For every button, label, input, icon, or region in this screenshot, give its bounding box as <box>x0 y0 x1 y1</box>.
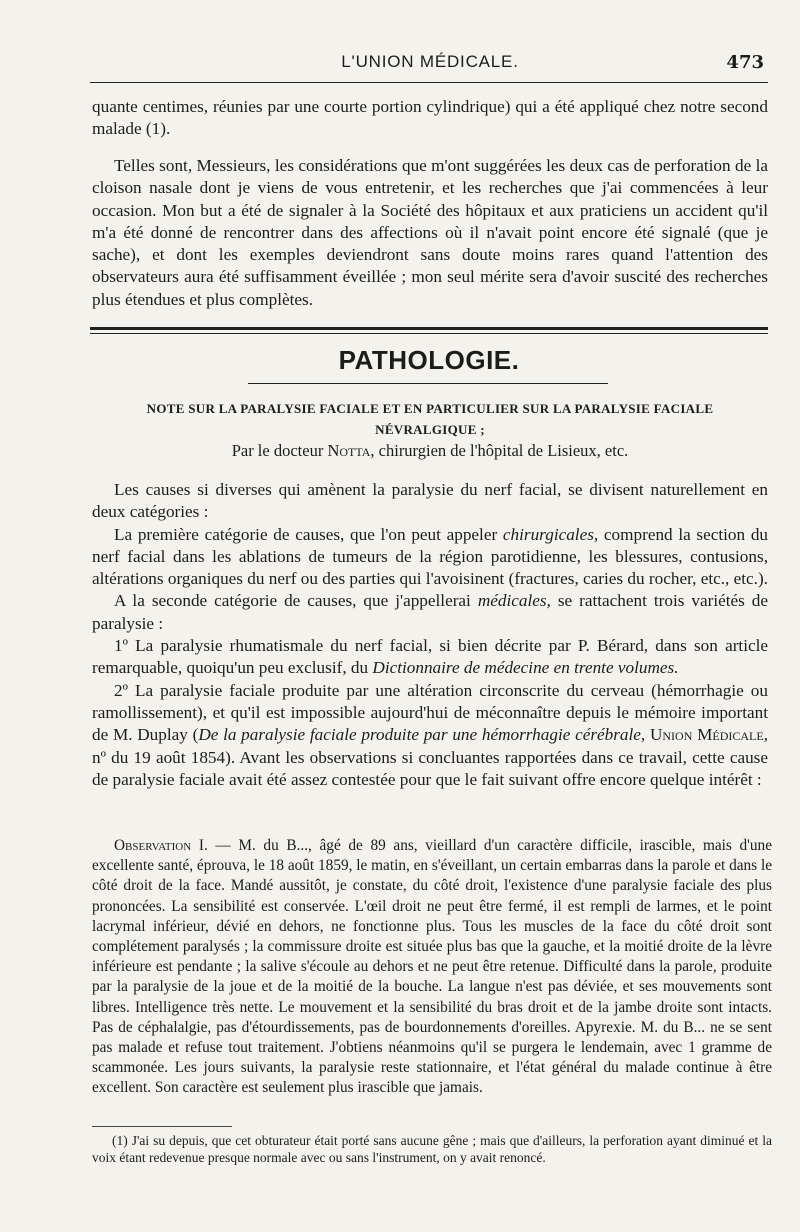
paragraph-rheumatic-emphasis: Dictionnaire de médecine en trente volumes. <box>372 658 679 678</box>
paragraph-rheumatic <box>92 635 768 680</box>
observation-label: Observation I. <box>114 837 208 854</box>
paragraph-rheumatic-a: 1º La paralysie rhumatismale du nerf facial, si bien décrite par P. Bérard, dans son article remarquable, quoiqu'un peu exclusif, du <box>92 636 768 678</box>
byline-suffix: , chirurgien de l'hôpital de Lisieux, etc. <box>370 441 629 460</box>
section-title: PATHOLOGIE. <box>338 345 520 375</box>
section-rule-thick <box>90 327 768 330</box>
byline-prefix: Par le docteur <box>231 441 324 460</box>
paragraph-surgical-a: La première catégorie de causes, que l'on peut appeler <box>114 524 498 544</box>
observation-paragraph <box>92 836 772 1099</box>
observation-block <box>92 836 772 1099</box>
article-body <box>92 479 768 791</box>
paragraph-cerebral-a: 2º La paralysie faciale produite par une altération circonscrite du cerveau (hémorrhagie ou ramollissement), et qu'il est impossible aujourd'hui de méconnaître depuis le mémoire important de M. Duplay ( <box>92 680 768 745</box>
paragraph-cerebral-emphasis: De la paralysie faciale produite par une hémorrhagie cérébrale, <box>198 725 646 745</box>
header-rule <box>90 82 768 83</box>
section-rule-thin <box>90 333 768 334</box>
footnote-rule <box>92 1126 232 1127</box>
page-number: 473 <box>726 52 764 73</box>
continuation-paragraph <box>92 96 768 141</box>
paragraph-cerebral-b: , nº du 19 août 1854). Avant les observations si concluantes rapportées dans ce travail, cette cause de paralysie faciale avait été assez contestée pour que le fait suivant offre encore quelque intérêt : <box>92 725 769 789</box>
paragraph-medical-emphasis: médicales, <box>477 591 551 611</box>
journal-title: L'UNION MÉDICALE. <box>341 52 519 71</box>
paragraph-medical-a: A la seconde catégorie de causes, que j'appellerai <box>114 591 471 611</box>
paragraph-cerebral <box>92 680 768 791</box>
continuation-text: quante centimes, réunies par une courte portion cylindrique) qui a été appliqué chez notre second malade (1). <box>92 97 768 139</box>
paragraph-surgical-emphasis: chirurgicales, <box>502 524 599 544</box>
paragraph-medical-b: se rattachent trois variétés de paralysie : <box>92 591 769 633</box>
article-title-line-2: NÉVRALGIQUE ; <box>375 422 485 437</box>
intro-section <box>92 155 768 311</box>
running-head <box>90 52 770 76</box>
section-title-underline <box>248 383 608 384</box>
intro-paragraph: Telles sont, Messieurs, les considérations que m'ont suggérées les deux cas de perforation de la cloison nasale dont je viens de vous entretenir, et les recherches que j'ai commencées à leur occasion. Mon but a été de signaler à la Société des hôpitaux et aux praticiens un accident qu'il m'a été donné de rencontrer dans des affections où il n'avait point encore été signalé (que je sache), et dont les exemples deviendront sans doute moins rares quand l'attention des observateurs aura été suffisamment éveillée ; mon seul mérite sera d'avoir suscité des recherches plus étendues et plus complètes. <box>92 156 768 309</box>
article-title-line-1: NOTE SUR LA PARALYSIE FACIALE ET EN PARTICULIER SUR LA PARALYSIE FACIALE <box>146 401 714 416</box>
article-byline <box>92 441 768 461</box>
footnote: (1) J'ai su depuis, que cet obturateur était porté sans aucune gêne ; mais que d'ailleurs, la perforation ayant diminué et la voix étant redevenue presque normale avec ou sans l'instrument, on y avait renoncé. <box>92 1133 772 1165</box>
paragraph-medical <box>92 590 768 635</box>
paragraph-causes: Les causes si diverses qui amènent la paralysie du nerf facial, se divisent naturellement en deux catégories : <box>92 480 768 522</box>
paragraph-cerebral-journal: Union Médicale <box>649 725 764 745</box>
byline-author: Notta <box>327 441 371 460</box>
paragraph-surgical-b: comprend la section du nerf facial dans les ablations de tumeurs de la région parotidienne, les blessures, contusions, altérations organiques du nerf ou des parties qui l'avoisinent (fractures, caries du rocher, etc., etc.). <box>92 524 769 589</box>
observation-text: — M. du B..., âgé de 89 ans, vieillard d'un caractère difficile, irascible, mais d'une excellente santé, éprouva, le 18 août 1859, le matin, en s'éveillant, un certain embarras dans la parole et dans le côté droit de la face. Mandé aussitôt, je constate, du côté droit, l'existence d'une paralysie faciale des plus prononcées. La sensibilité est conservée. L'œil droit ne peut être fermé, il est rempli de larmes, et le point lacrymal inférieur, dévié en dehors, ne fonctionne plus. Tous les muscles de la face du côté droit sont complétement paralysés ; la commissure droite est située plus bas que la gauche, et la moitié droite de la lèvre inférieure est pendante ; la salive s'écoule au dehors et ne peut être retenue. Difficulté dans la parole, produite par la paralysie de la joue et de la moitié de la bouche. La langue n'est pas déviée, et ses mouvements sont libres. Intelligence très nette. Le mouvement et la sensibilité du bras droit et de la jambe droite sont intacts. Pas de céphalalgie, pas d'étourdissements, pas de bourdonnements d'oreilles. Apyrexie. M. du B... ne se sent pas malade et refuse tout traitement. J'obtiens néanmoins qu'il se purgera le lendemain, avec 1 gramme de scammonée. Les jours suivants, la paralysie reste stationnaire, et l'état général du malade continue à être excellent. Son caractère est seulement plus irascible que jamais. <box>92 837 772 1097</box>
paragraph-surgical <box>92 524 768 591</box>
article-title <box>92 398 768 440</box>
